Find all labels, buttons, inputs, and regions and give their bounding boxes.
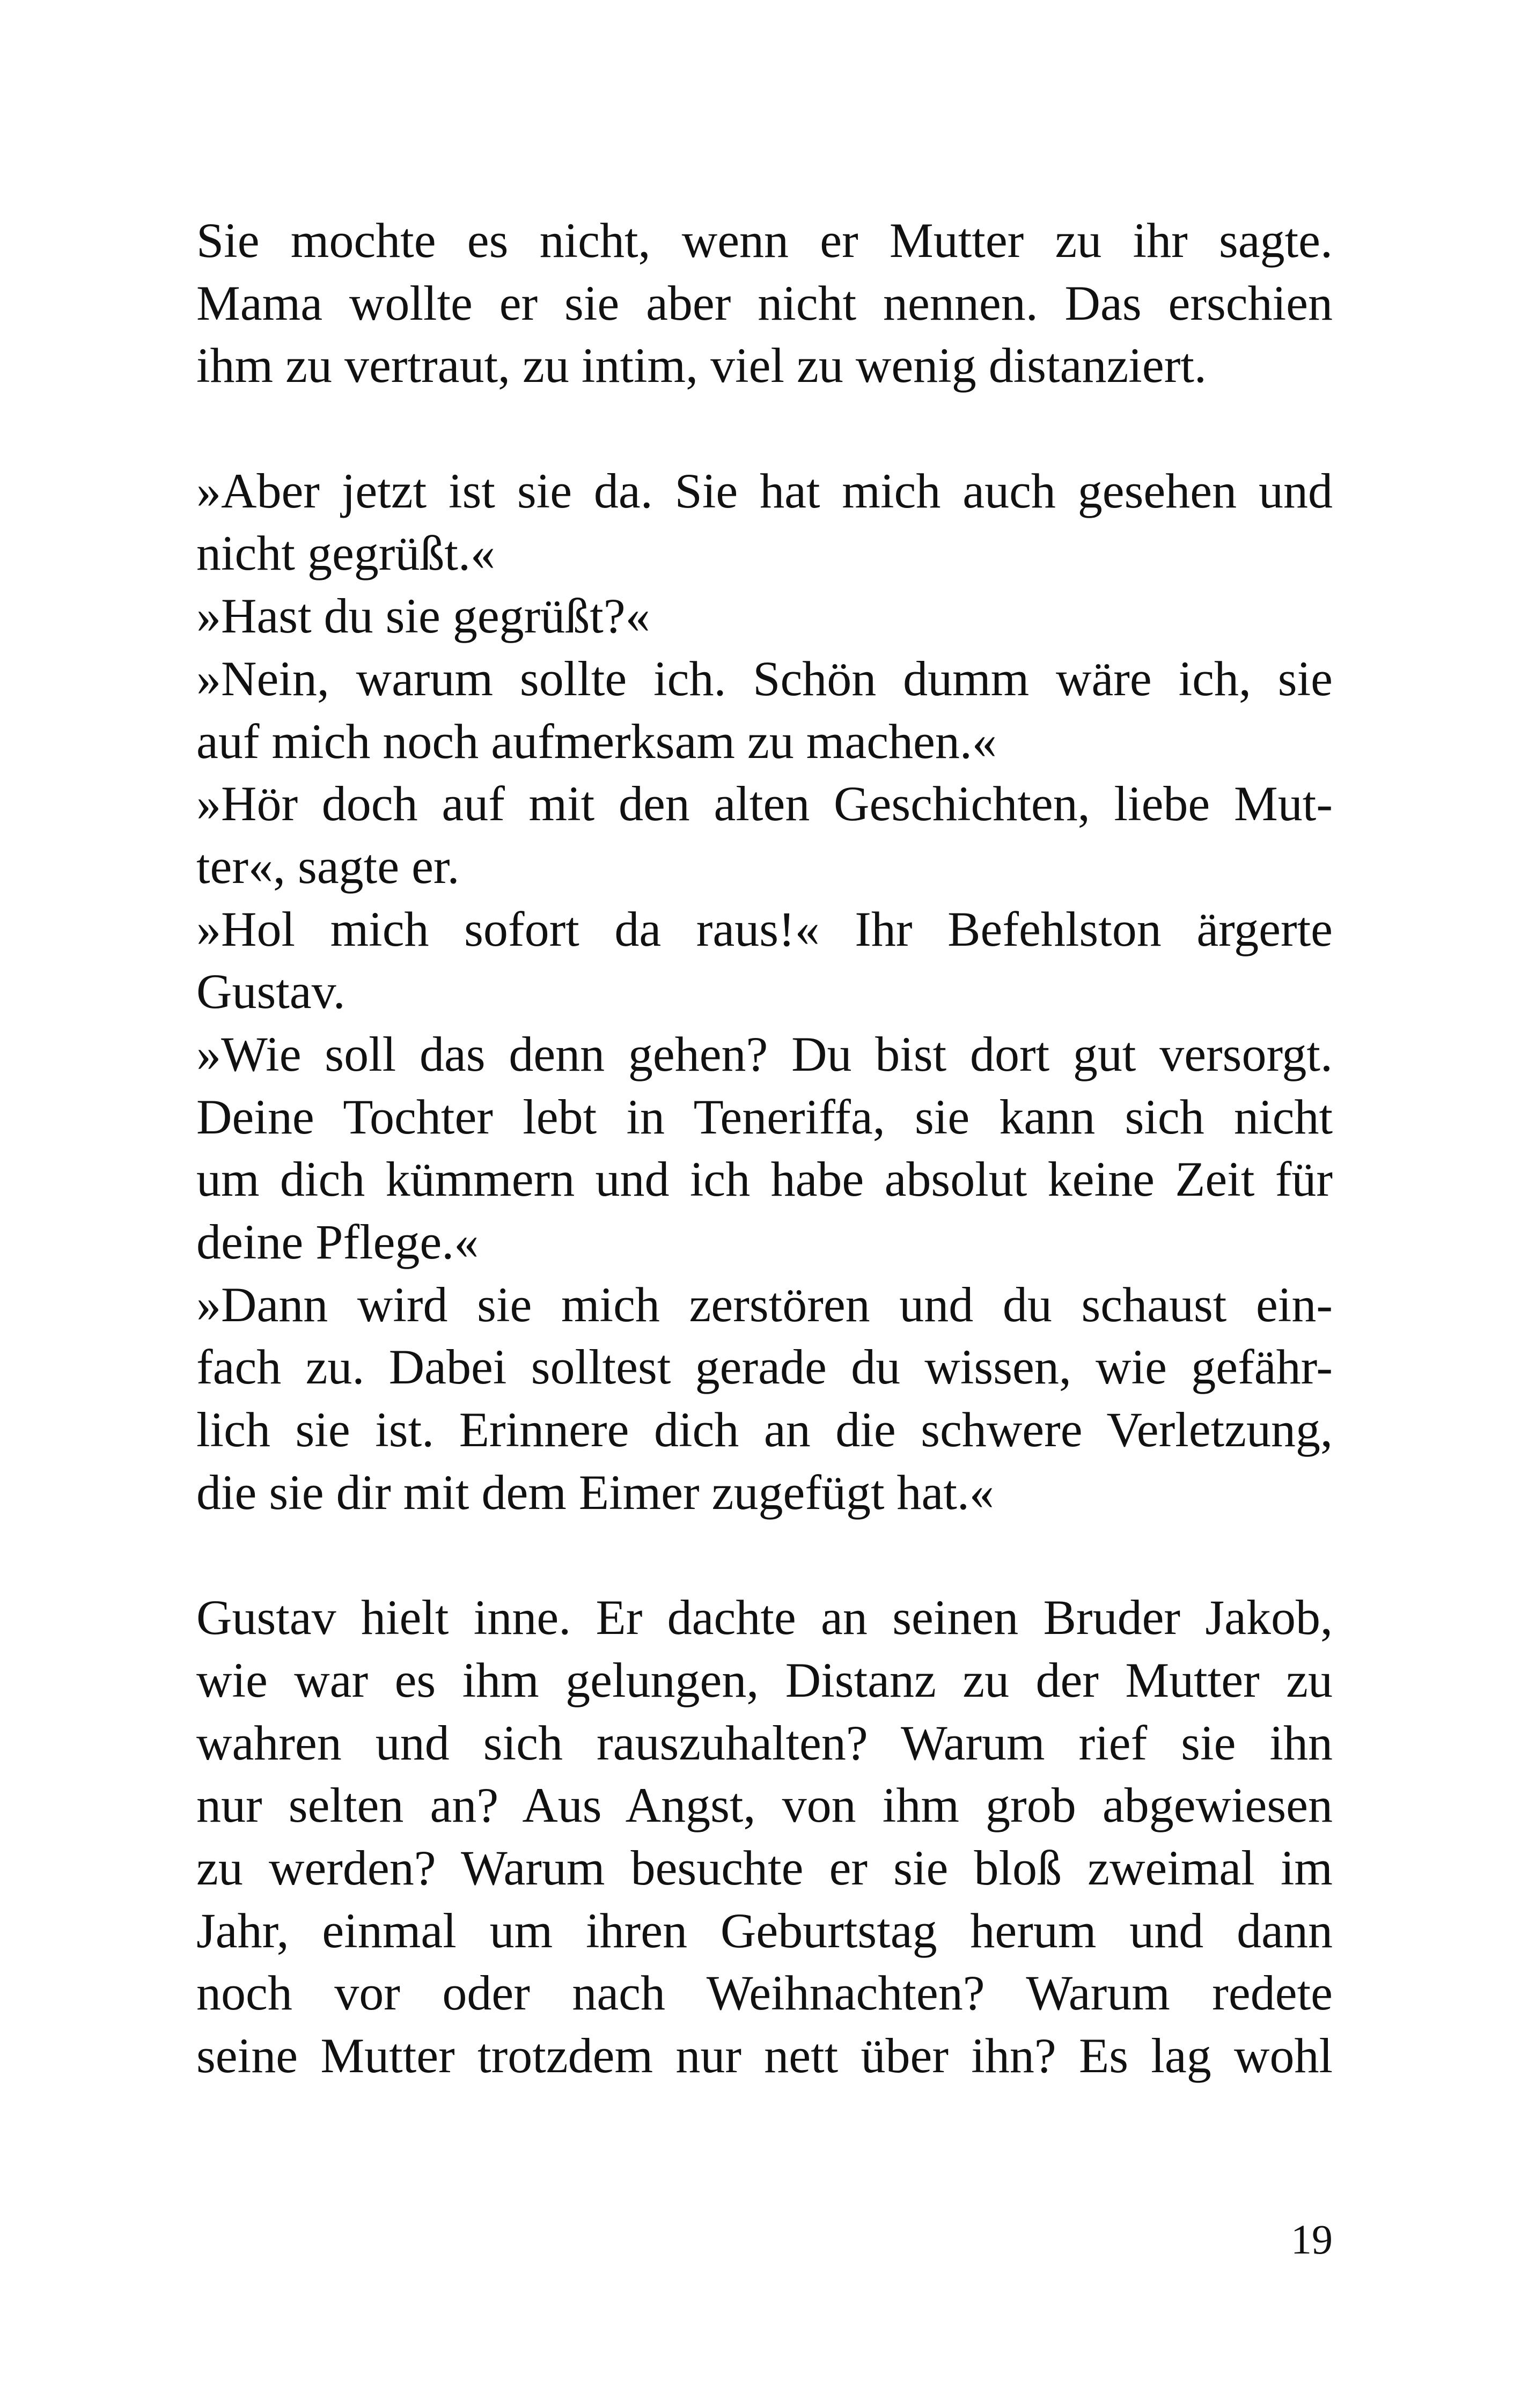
text-line: Mama wollte er sie aber nicht nennen. Das erschien [196, 275, 1333, 330]
paragraph-gap [196, 397, 1333, 460]
text-line: deine Pflege.« [196, 1214, 479, 1269]
text-line: ter«, sagte er. [196, 838, 460, 894]
text-line: »Hör doch auf mit den alten Geschichten, liebe Mut- [196, 776, 1333, 831]
text-line: auf mich noch aufmerksam zu machen.« [196, 713, 997, 769]
text-line: nur selten an? Aus Angst, von ihm grob abgewiesen [196, 1778, 1333, 1833]
text-line: ihm zu vertraut, zu intim, viel zu wenig distanziert. [196, 338, 1207, 393]
text-line: Gustav. [196, 964, 346, 1019]
text-line: um dich kümmern und ich habe absolut keine Zeit für [196, 1152, 1333, 1207]
paragraph-2 [196, 460, 1333, 1524]
text-line: nicht gegrüßt.« [196, 526, 495, 581]
text-line: die sie dir mit dem Eimer zugefügt hat.« [196, 1464, 994, 1520]
text-line: »Hast du sie gegrüßt?« [196, 588, 650, 644]
text-line: »Aber jetzt ist sie da. Sie hat mich auch gesehen und [196, 463, 1333, 518]
text-line: wahren und sich rauszuhalten? Warum rief sie ihn [196, 1715, 1333, 1770]
text-line: zu werden? Warum besuchte er sie bloß zweimal im [196, 1840, 1333, 1895]
text-line: wie war es ihm gelungen, Distanz zu der Mutter zu [196, 1652, 1333, 1707]
paragraph-3 [196, 1586, 1333, 2087]
body-text [196, 209, 1333, 2087]
text-line: Deine Tochter lebt in Teneriffa, sie kann sich nicht [196, 1089, 1333, 1144]
text-line: Sie mochte es nicht, wenn er Mutter zu ihr sagte. [196, 213, 1333, 268]
text-line: seine Mutter trotzdem nur nett über ihn? Es lag wohl [196, 2028, 1333, 2083]
text-line: »Wie soll das denn gehen? Du bist dort gut versorgt. [196, 1026, 1333, 1081]
text-line: »Hol mich sofort da raus!« Ihr Befehlston ärgerte [196, 901, 1333, 956]
page-number: 19 [1291, 2216, 1333, 2263]
paragraph-1 [196, 209, 1333, 397]
text-line: Jahr, einmal um ihren Geburtstag herum und dann [196, 1903, 1333, 1958]
text-line: »Nein, warum sollte ich. Schön dumm wäre ich, sie [196, 651, 1333, 706]
paragraph-gap [196, 1523, 1333, 1586]
text-line: lich sie ist. Erinnere dich an die schwere Verletzung, [196, 1402, 1333, 1457]
text-line: »Dann wird sie mich zerstören und du schaust ein- [196, 1277, 1333, 1332]
text-line: Gustav hielt inne. Er dachte an seinen Bruder Jakob, [196, 1590, 1333, 1645]
text-line: noch vor oder nach Weihnachten? Warum redete [196, 1965, 1333, 2021]
text-line: fach zu. Dabei solltest gerade du wissen, wie gefähr- [196, 1339, 1333, 1395]
